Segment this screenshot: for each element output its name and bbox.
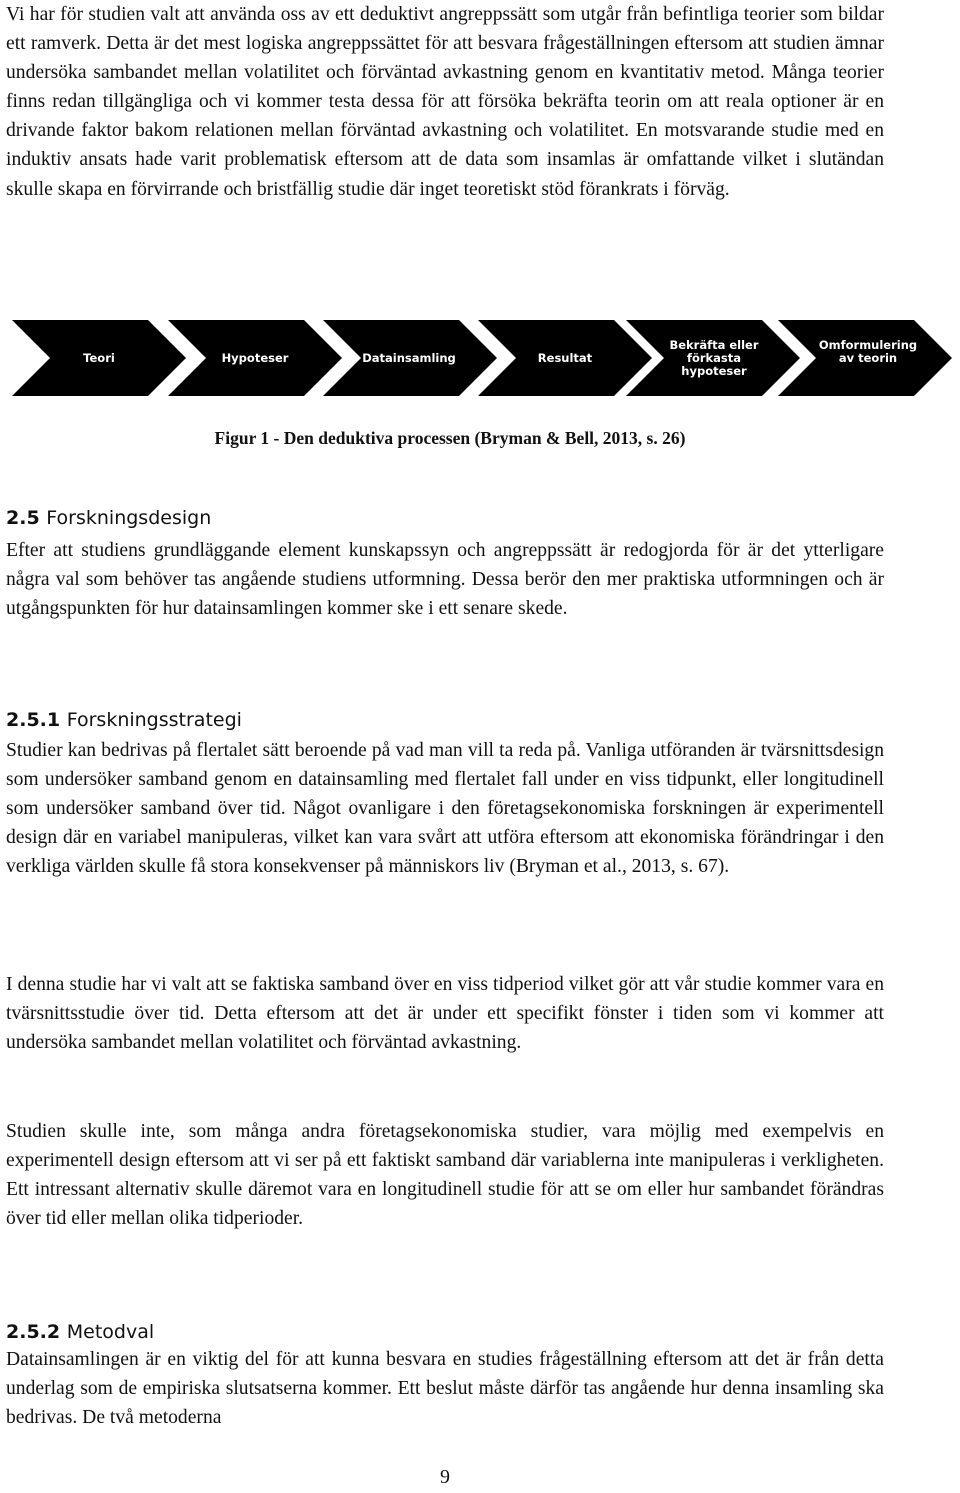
section-heading-2-5-2: [6, 1320, 154, 1344]
section-title: Metodval: [66, 1321, 155, 1343]
section-number: 2.5.1: [6, 709, 61, 731]
step-label-omformulering: Omformulering av teorin: [818, 338, 918, 365]
paragraph-forskningsstrategi-2: I denna studie har vi valt att se faktiska samband över en viss tidperiod vilket gör att vår studie kommer vara en tvärsnittsstudie över tid. Detta eftersom att det är under ett specifikt fönster i tiden som vi kommer att undersöka sambandet mellan volatilitet och förväntad avkastning.: [6, 974, 884, 1054]
paragraph-forskningsstrategi-3: Studien skulle inte, som många andra företagsekonomiska studier, vara möjlig med exempelvis en experimentell design eftersom att vi ser på ett faktiskt samband där variablerna inte manipuleras i verkligheten. Ett intressant alternativ skulle däremot vara en longitudinell studie för att se om eller hur sambandet förändras över tid eller mellan olika tidperioder.: [6, 1121, 884, 1230]
page-number: 9: [440, 1466, 450, 1488]
section-heading-2-5-1: [6, 708, 242, 732]
section-heading-2-5: [6, 506, 211, 530]
paragraph-forskningsdesign: Efter att studiens grundläggande element kunskapssyn och angreppssätt är redogjorda för är det ytterligare några val som behöver tas angående studiens utformning. Dessa berör den mer praktiska utformningen och är utgångspunkten för hur datainsamlingen kommer ske i ett senare skede.: [6, 540, 884, 620]
step-label-datainsamling: Datainsamling: [362, 350, 456, 365]
step-label-teori: Teori: [83, 350, 115, 365]
step-label-bekrafta: Bekräfta eller förkasta hypoteser: [669, 337, 759, 378]
figure-caption: Figur 1 - Den deduktiva processen (Bryman & Bell, 2013, s. 26): [214, 428, 686, 448]
deductive-process-diagram: [0, 320, 960, 396]
paragraph-metodval: Datainsamlingen är en viktig del för att kunna besvara en studies frågeställning eftersom att det är från detta underlag som de empiriska slutsatserna kommer. Ett beslut måste därför tas angående hur denna insamling ska bedrivas. De två metoderna: [6, 1349, 884, 1429]
intro-paragraph: Vi har för studien valt att använda oss av ett deduktivt angreppssätt som utgår från befintliga teorier som bildar ett ramverk. Detta är det mest logiska angreppssättet för att besvara frågeställningen eftersom att studien ämnar undersöka sambandet mellan volatilitet och förväntad avkastning genom en kvantitativ metod. Många teorier finns redan tillgängliga och vi kommer testa dessa för att försöka bekräfta teorin om att reala optioner är en drivande faktor bakom relationen mellan förväntad avkastning och volatilitet. En motsvarande studie med en induktiv ansats hade varit problematisk eftersom att de data som insamlas är omfattande vilket i slutändan skulle skapa en förvirrande och bristfällig studie där inget teoretiskt stöd förankrats i förväg.: [6, 4, 884, 200]
step-label-resultat: Resultat: [537, 350, 593, 365]
section-number: 2.5: [6, 507, 40, 529]
section-title: Forskningsdesign: [46, 507, 212, 529]
step-label-hypoteser: Hypoteser: [221, 350, 289, 365]
paragraph-forskningsstrategi-1: Studier kan bedrivas på flertalet sätt beroende på vad man vill ta reda på. Vanliga utföranden är tvärsnittsdesign som undersöker samband genom en datainsamling med flertalet fall under en viss tidpunkt, eller longitudinell som undersöker samband över tid. Något ovanligare i den företagsekonomiska forskningen är experimentell design där en variabel manipuleras, vilket kan vara svårt att utföra eftersom att ekonomiska förändringar i den verkliga världen skulle få stora konsekvenser på människors liv (Bryman et al., 2013, s. 67).: [6, 740, 884, 878]
section-title: Forskningsstrategi: [66, 709, 242, 731]
section-number: 2.5.2: [6, 1321, 61, 1343]
